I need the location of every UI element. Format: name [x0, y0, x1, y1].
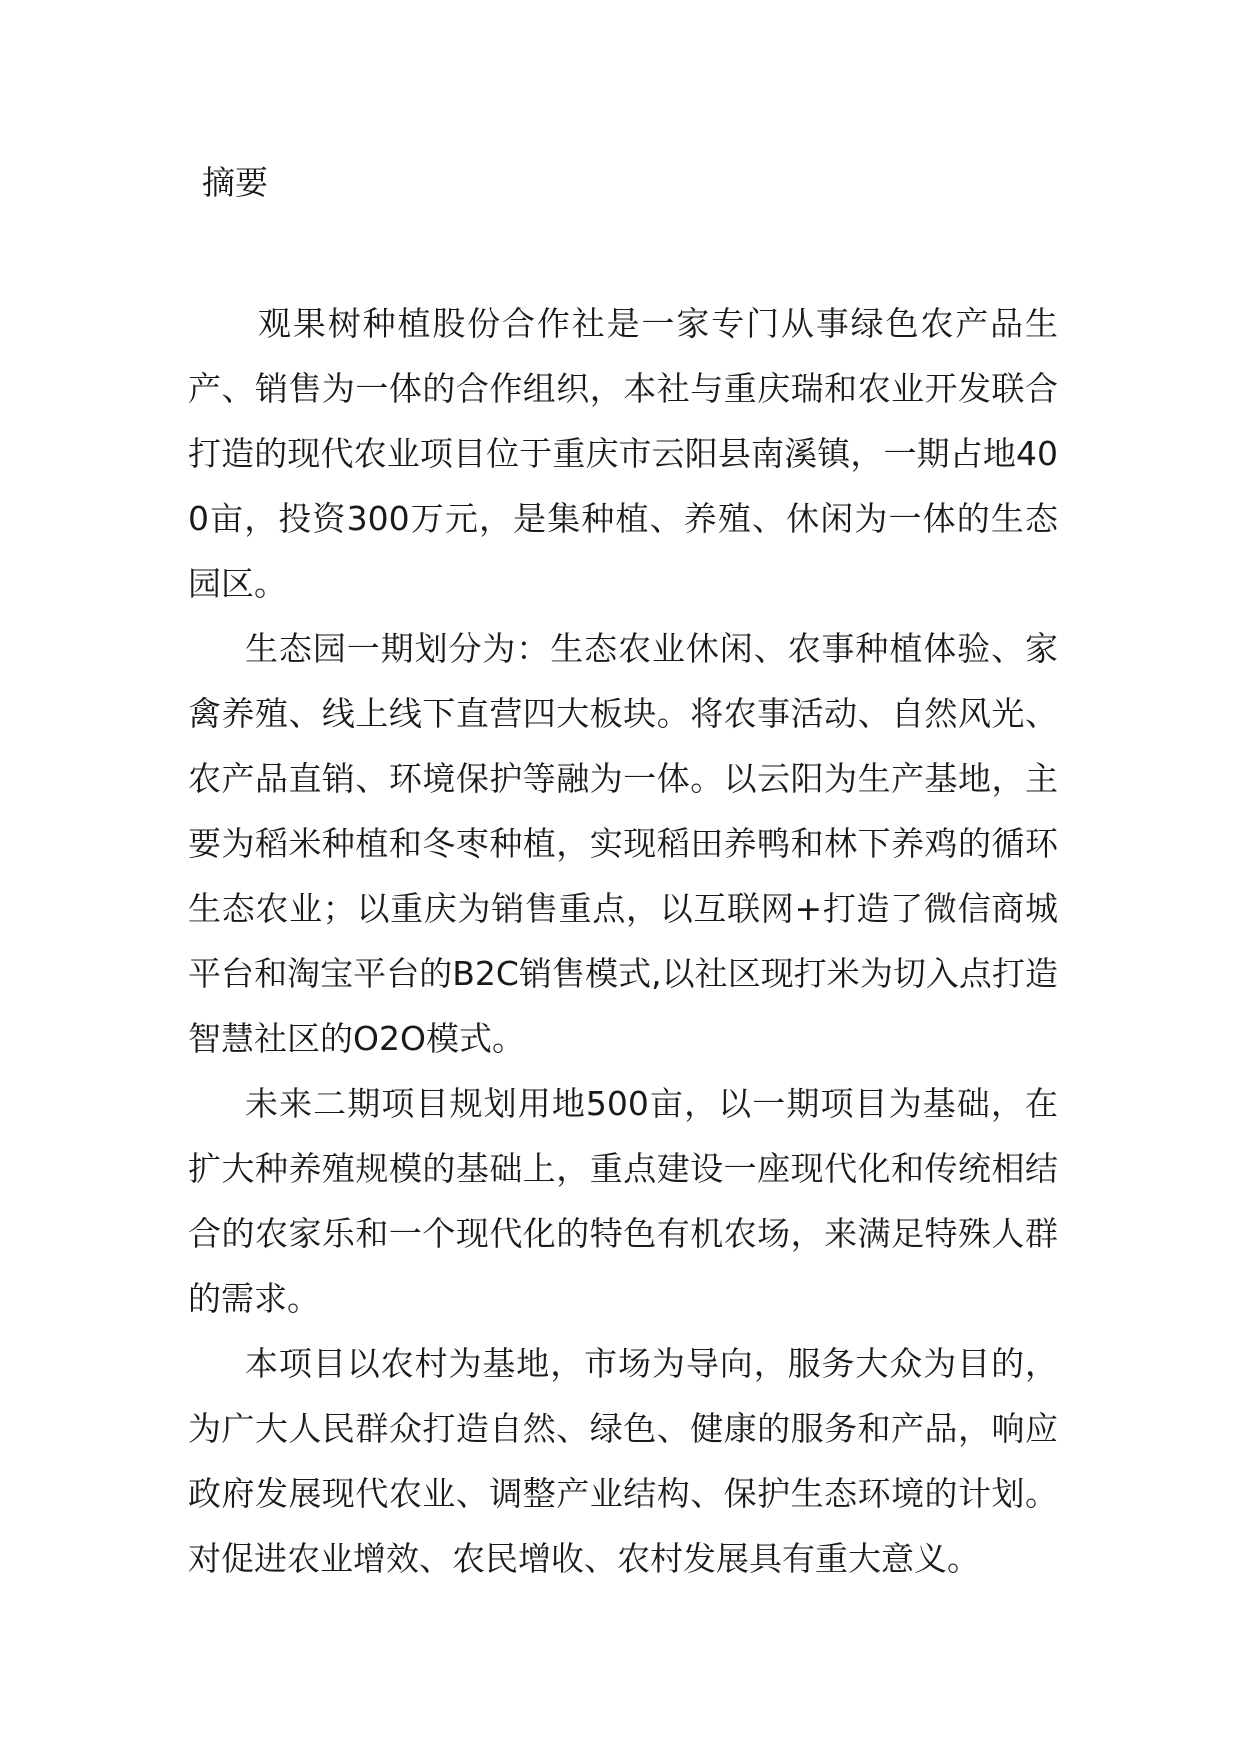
paragraph-phase-one: 生态园一期划分为：生态农业休闲、农事种植体验、家禽养殖、线上线下直营四大板块。将农事活动、自然风光、农产品直销、环境保护等融为一体。以云阳为生产基地，主要为稻米种植和冬枣种植，实现稻田养鸭和林下养鸡的循环生态农业；以重庆为销售重点，以互联网+打造了微信商城平台和淘宝平台的B2C销售模式,以社区现打米为切入点打造智慧社区的O2O模式。: [188, 629, 1058, 1058]
paragraph-significance: 本项目以农村为基地，市场为导向，服务大众为目的，为广大人民群众打造自然、绿色、健康的服务和产品，响应政府发展现代农业、调整产业结构、保护生态环境的计划。对促进农业增效、农民增收、农村发展具有重大意义。: [188, 1344, 1058, 1578]
abstract-heading: 摘要: [202, 163, 268, 202]
paragraph-intro: 观果树种植股份合作社是一家专门从事绿色农产品生产、销售为一体的合作组织，本社与重庆瑞和农业开发联合打造的现代农业项目位于重庆市云阳县南溪镇，一期占地400亩，投资300万元，是集种植、养殖、休闲为一体的生态园区。: [188, 304, 1058, 603]
abstract-body: [188, 291, 1058, 1591]
paragraph-phase-two: 未来二期项目规划用地500亩，以一期项目为基础，在扩大种养殖规模的基础上，重点建设一座现代化和传统相结合的农家乐和一个现代化的特色有机农场，来满足特殊人群的需求。: [188, 1084, 1058, 1318]
